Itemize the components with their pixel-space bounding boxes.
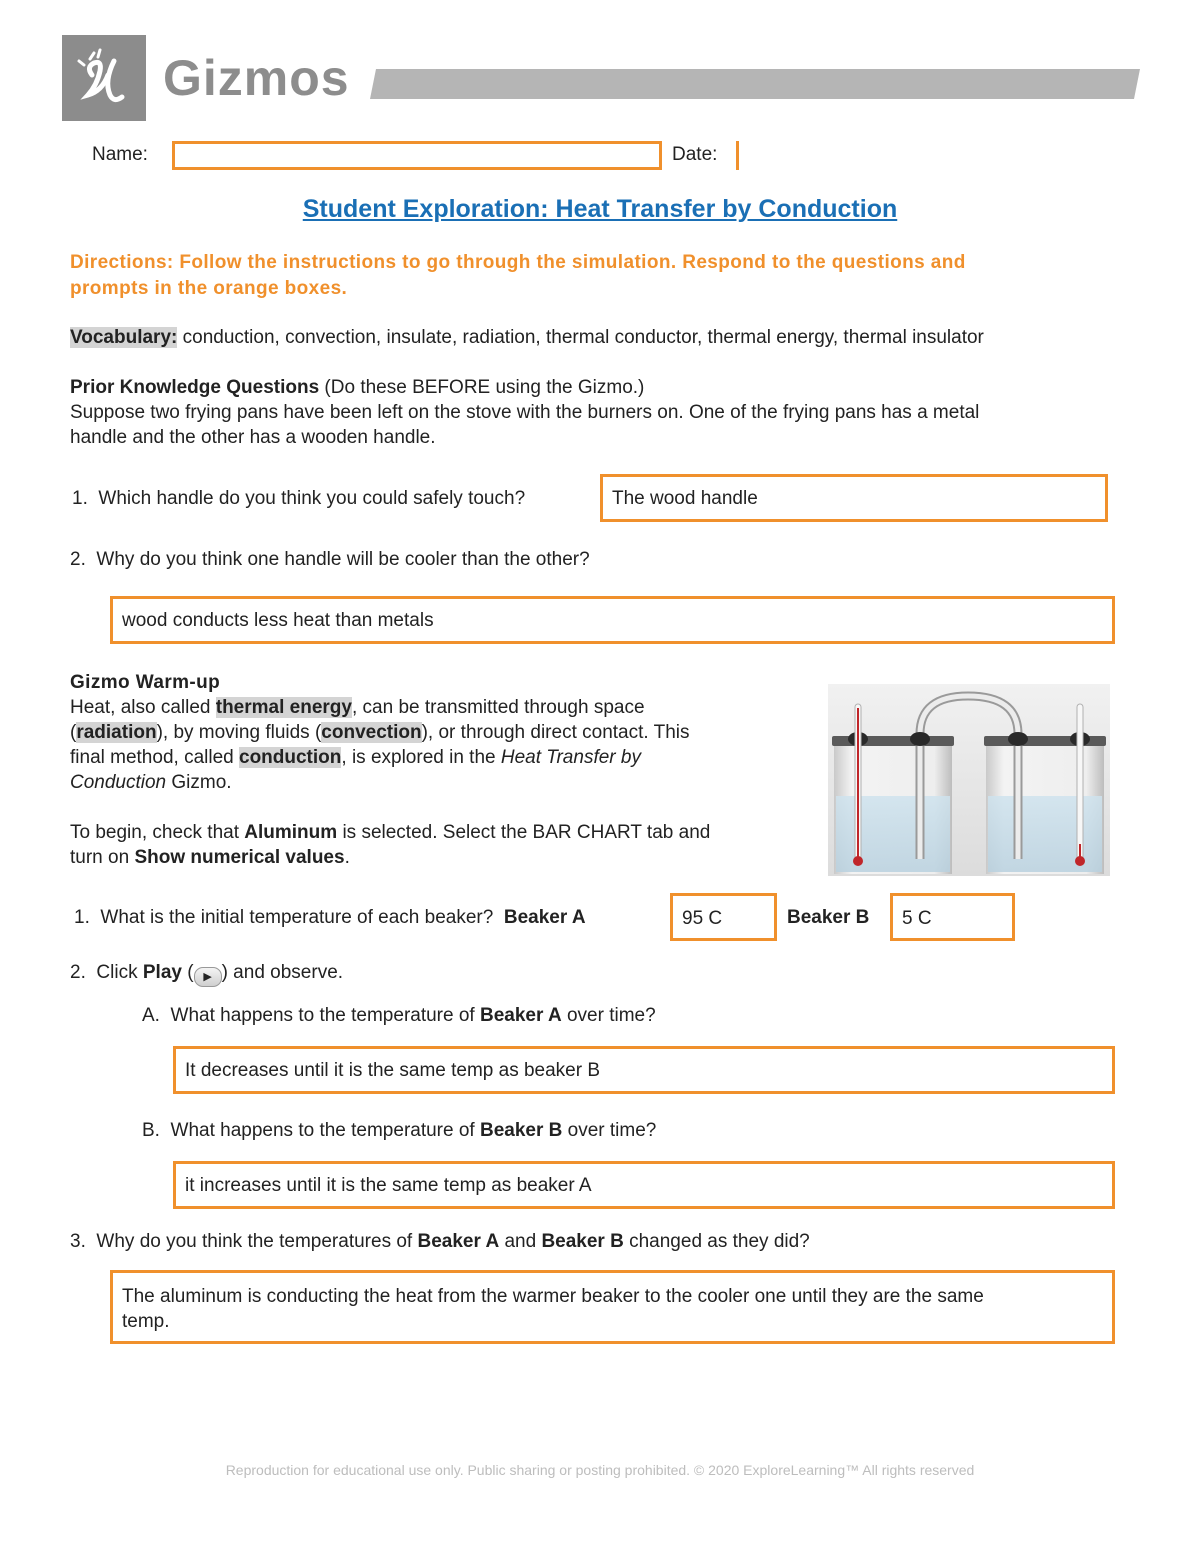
prior-knowledge-heading bbox=[70, 375, 644, 400]
warmup-p1-line-1 bbox=[70, 695, 645, 720]
pk-q1-number: 1. bbox=[72, 488, 88, 509]
warmup-p1-text-f: final method, called bbox=[70, 747, 239, 768]
directions-line-1: Directions: Follow the instructions to go through the simulation. Respond to the questions and bbox=[70, 252, 966, 273]
pk-q2-answer-box[interactable] bbox=[110, 596, 1115, 644]
wu-q2-number: 2. bbox=[70, 962, 86, 983]
pk-q1-text: Which handle do you think you could safely touch? bbox=[98, 488, 526, 509]
wu-q3-number: 3. bbox=[70, 1231, 86, 1252]
beaker-b-label: Beaker B bbox=[787, 907, 870, 928]
pk-q1-answer: The wood handle bbox=[612, 488, 758, 509]
show-values-label: Show numerical values bbox=[134, 847, 345, 868]
logo bbox=[62, 35, 146, 121]
wu-q2a-letter: A. bbox=[142, 1005, 160, 1026]
header-bar bbox=[370, 69, 1140, 99]
wu-q1-text: What is the initial temperature of each beaker? bbox=[100, 907, 494, 928]
warmup-p2-line-1 bbox=[70, 820, 710, 845]
wu-q2b-beaker: Beaker B bbox=[479, 1120, 563, 1141]
term-radiation: radiation bbox=[76, 722, 157, 743]
vocabulary-label: Vocabulary: bbox=[70, 327, 178, 348]
play-icon: ▶ bbox=[194, 967, 222, 987]
wu-q3-text-a: Why do you think the temperatures of bbox=[96, 1231, 418, 1252]
wu-q2a-answer-box[interactable] bbox=[173, 1046, 1115, 1094]
warmup-p1-line-4 bbox=[70, 770, 232, 795]
footer-text: Reproduction for educational use only. Public sharing or posting prohibited. © 2020 ExploreLearning™ All rights reserved bbox=[225, 1462, 975, 1478]
date-label: Date: bbox=[672, 144, 718, 165]
wu-q2-text-c: ) and observe. bbox=[221, 962, 344, 983]
beaker-b-answer: 5 C bbox=[902, 908, 932, 929]
beaker-a-answer: 95 C bbox=[682, 908, 723, 929]
warmup-p1-text-c: ( bbox=[70, 722, 77, 743]
aluminum-label: Aluminum bbox=[244, 822, 338, 843]
pk-q2-text: Why do you think one handle will be cooler than the other? bbox=[96, 549, 590, 570]
pk-q2-number: 2. bbox=[70, 549, 86, 570]
wu-q3-answer-box[interactable] bbox=[110, 1270, 1115, 1344]
wu-q2a-answer: It decreases until it is the same temp as beaker B bbox=[185, 1060, 601, 1081]
warmup-p1-text-b: , can be transmitted through space bbox=[351, 697, 645, 718]
prior-knowledge-note: (Do these BEFORE using the Gizmo.) bbox=[319, 377, 645, 398]
vocabulary bbox=[70, 325, 984, 350]
prior-knowledge-title: Prior Knowledge Questions bbox=[70, 377, 320, 398]
beaker-illustration bbox=[828, 684, 1110, 876]
wu-q3-text-b: and bbox=[499, 1231, 542, 1252]
page-title: Student Exploration: Heat Transfer by Conduction bbox=[302, 195, 898, 223]
warmup-p1-line-3 bbox=[70, 745, 641, 770]
wu-q2a-beaker: Beaker A bbox=[479, 1005, 562, 1026]
pk-q2-answer: wood conducts less heat than metals bbox=[122, 610, 434, 631]
beaker-a-answer-box[interactable] bbox=[670, 893, 777, 941]
wu-q1-number: 1. bbox=[74, 907, 90, 928]
logo-text: Gizmos bbox=[163, 50, 350, 106]
warmup-heading: Gizmo Warm-up bbox=[70, 672, 221, 693]
term-convection: convection bbox=[321, 722, 422, 743]
warmup-p2-text-a: To begin, check that bbox=[70, 822, 245, 843]
play-label: Play bbox=[142, 962, 182, 983]
wu-q2b-text-a: What happens to the temperature of bbox=[170, 1120, 480, 1141]
warmup-p1-text-e: ), or through direct contact. This bbox=[421, 722, 690, 743]
wu-q3-beaker-a: Beaker A bbox=[417, 1231, 500, 1252]
pk-q1-answer-box[interactable] bbox=[600, 474, 1108, 522]
wu-q2b-answer-box[interactable] bbox=[173, 1161, 1115, 1209]
warmup-question-2 bbox=[70, 960, 343, 987]
vocabulary-terms: conduction, convection, insulate, radiation, thermal conductor, thermal energy, thermal insulator bbox=[177, 327, 984, 348]
date-field[interactable] bbox=[736, 141, 742, 170]
pk-question-1 bbox=[72, 486, 525, 511]
wu-q2-text-a: Click bbox=[96, 962, 143, 983]
wu-q2-part-b bbox=[142, 1118, 656, 1143]
directions-line-2: prompts in the orange boxes. bbox=[70, 278, 348, 299]
warmup-p2-text-c: turn on bbox=[70, 847, 135, 868]
warmup-p1-text-a: Heat, also called bbox=[70, 697, 216, 718]
warmup-p2-line-2 bbox=[70, 845, 350, 870]
beaker-a-label: Beaker A bbox=[503, 907, 586, 928]
beaker-b-answer-box[interactable] bbox=[890, 893, 1015, 941]
wu-q2a-text-a: What happens to the temperature of bbox=[170, 1005, 480, 1026]
wu-q2-text-b: ( bbox=[181, 962, 194, 983]
wu-q3-answer-line-1: The aluminum is conducting the heat from the warmer beaker to the cooler one until they are the same bbox=[122, 1286, 984, 1307]
gizmo-name-1: Heat Transfer by bbox=[500, 747, 641, 768]
warmup-p2-text-b: is selected. Select the BAR CHART tab and bbox=[337, 822, 711, 843]
term-conduction: conduction bbox=[239, 747, 342, 768]
warmup-question-1 bbox=[74, 905, 586, 930]
warmup-question-3 bbox=[70, 1229, 810, 1254]
wu-q3-beaker-b: Beaker B bbox=[541, 1231, 624, 1252]
wu-q2b-text-b: over time? bbox=[562, 1120, 657, 1141]
name-field[interactable] bbox=[172, 141, 662, 170]
wu-q2-part-a bbox=[142, 1003, 656, 1028]
prior-knowledge-line-1: Suppose two frying pans have been left on the stove with the burners on. One of the frying pans has a metal bbox=[70, 402, 980, 423]
beakers-image bbox=[828, 684, 1110, 876]
prior-knowledge-line-2: handle and the other has a wooden handle. bbox=[70, 427, 436, 448]
wu-q3-answer-line-2: temp. bbox=[122, 1311, 170, 1332]
warmup-p1-text-d: ), by moving fluids ( bbox=[156, 722, 322, 743]
warmup-p2-text-d: . bbox=[344, 847, 350, 868]
warmup-p1-text-g: , is explored in the bbox=[341, 747, 501, 768]
warmup-p1-text-h: Gizmo. bbox=[166, 772, 232, 793]
pk-question-2 bbox=[70, 547, 590, 572]
wu-q2b-letter: B. bbox=[142, 1120, 160, 1141]
wu-q2b-answer: it increases until it is the same temp as beaker A bbox=[185, 1175, 592, 1196]
wu-q2a-text-b: over time? bbox=[561, 1005, 656, 1026]
term-thermal-energy: thermal energy bbox=[215, 697, 352, 718]
explorelearning-logo-icon bbox=[62, 35, 146, 121]
wu-q3-text-c: changed as they did? bbox=[623, 1231, 810, 1252]
name-label: Name: bbox=[92, 144, 148, 165]
gizmo-name-2: Conduction bbox=[70, 772, 167, 793]
warmup-p1-line-2 bbox=[70, 720, 690, 745]
